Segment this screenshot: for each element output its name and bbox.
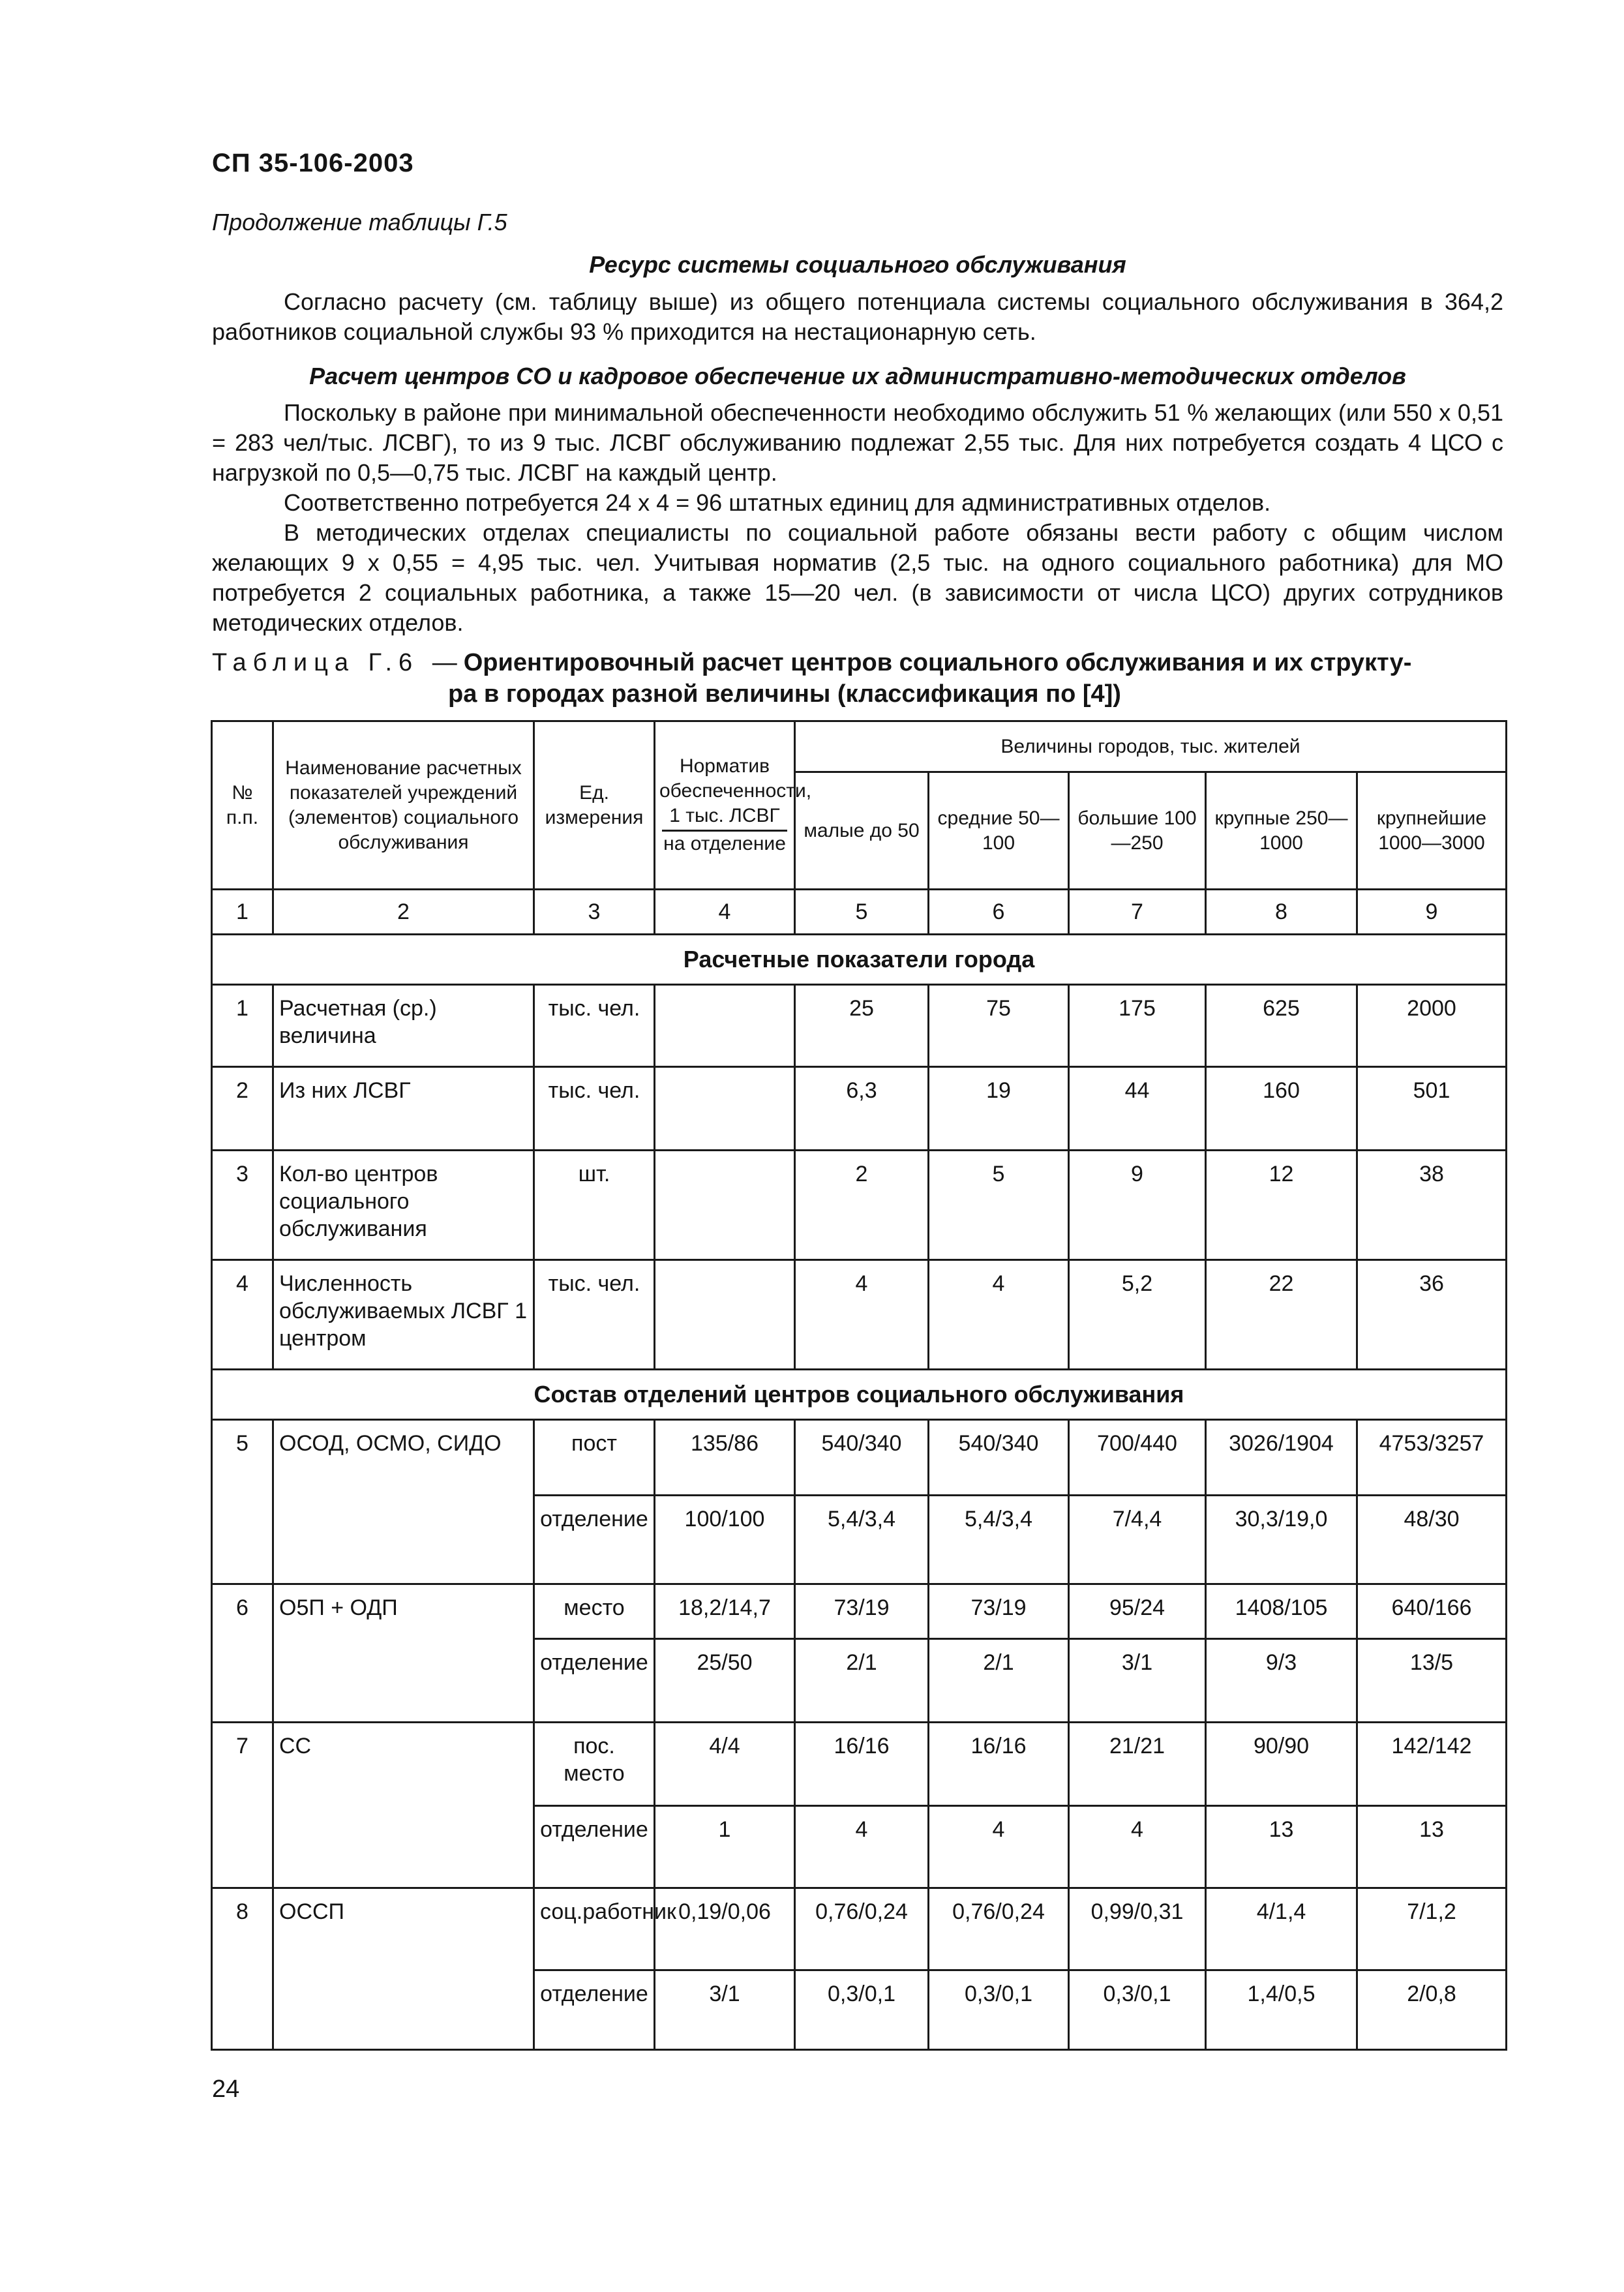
row-name: Численность обслуживаемых ЛСВГ 1 центром bbox=[273, 1260, 534, 1370]
row-value: 44 bbox=[1069, 1067, 1206, 1151]
table-row bbox=[212, 1151, 1507, 1260]
row-value: 22 bbox=[1206, 1260, 1357, 1370]
table-caption bbox=[212, 647, 1510, 710]
row-num: 3 bbox=[212, 1151, 273, 1260]
row-unit: отделение bbox=[534, 1639, 655, 1723]
column-number: 9 bbox=[1357, 890, 1507, 935]
row-value: 6,3 bbox=[795, 1067, 929, 1151]
row-name: ОСОД, ОСМО, СИДО bbox=[273, 1420, 534, 1584]
row-value: 73/19 bbox=[795, 1584, 929, 1639]
section-heading-resource: Ресурс системы социального обслуживания bbox=[589, 251, 1126, 278]
table-row bbox=[212, 1067, 1507, 1151]
row-norm: 4/4 bbox=[655, 1723, 795, 1806]
row-value: 13 bbox=[1206, 1806, 1357, 1888]
continuation-note: Продолжение таблицы Г.5 bbox=[212, 209, 507, 235]
row-value: 5,4/3,4 bbox=[929, 1496, 1069, 1584]
row-value: 13/5 bbox=[1357, 1639, 1507, 1723]
row-norm: 25/50 bbox=[655, 1639, 795, 1723]
page-number: 24 bbox=[212, 2075, 240, 2103]
row-value: 3/1 bbox=[1069, 1639, 1206, 1723]
row-name: Кол-во центров социального обслуживания bbox=[273, 1151, 534, 1260]
row-value: 19 bbox=[929, 1067, 1069, 1151]
section-row-composition bbox=[212, 1370, 1507, 1420]
row-norm: 1 bbox=[655, 1806, 795, 1888]
row-value: 2000 bbox=[1357, 985, 1507, 1067]
row-value: 0,76/0,24 bbox=[795, 1888, 929, 1970]
row-norm: 135/86 bbox=[655, 1420, 795, 1496]
header-norm-title: Норматив обеспеченности, bbox=[659, 755, 812, 802]
row-name: ОССП bbox=[273, 1888, 534, 2050]
header-norm-denominator: на отделение bbox=[662, 830, 787, 856]
row-value: 540/340 bbox=[795, 1420, 929, 1496]
row-value: 175 bbox=[1069, 985, 1206, 1067]
column-number: 8 bbox=[1206, 890, 1357, 935]
row-name: Из них ЛСВГ bbox=[273, 1067, 534, 1151]
row-value: 1408/105 bbox=[1206, 1584, 1357, 1639]
row-value: 5,4/3,4 bbox=[795, 1496, 929, 1584]
row-value: 0,3/0,1 bbox=[795, 1970, 929, 2050]
column-number: 3 bbox=[534, 890, 655, 935]
row-value: 0,99/0,31 bbox=[1069, 1888, 1206, 1970]
row-norm: 18,2/14,7 bbox=[655, 1584, 795, 1639]
row-value: 5,2 bbox=[1069, 1260, 1206, 1370]
table-row bbox=[212, 1723, 1507, 1806]
row-num: 7 bbox=[212, 1723, 273, 1888]
row-unit: тыс. чел. bbox=[534, 985, 655, 1067]
header-city-medium: средние 50—100 bbox=[929, 772, 1069, 890]
row-value: 25 bbox=[795, 985, 929, 1067]
column-number: 5 bbox=[795, 890, 929, 935]
row-value: 1,4/0,5 bbox=[1206, 1970, 1357, 2050]
column-number: 1 bbox=[212, 890, 273, 935]
table-row bbox=[212, 1888, 1507, 1970]
row-value: 0,76/0,24 bbox=[929, 1888, 1069, 1970]
row-value: 2/1 bbox=[795, 1639, 929, 1723]
table-caption-title-line-2: ра в городах разной величины (классификация по [4]) bbox=[448, 680, 1121, 708]
row-value: 4 bbox=[795, 1806, 929, 1888]
row-value: 0,3/0,1 bbox=[1069, 1970, 1206, 2050]
document-code: СП 35-106-2003 bbox=[212, 149, 414, 177]
row-value: 48/30 bbox=[1357, 1496, 1507, 1584]
row-value: 30,3/19,0 bbox=[1206, 1496, 1357, 1584]
row-num: 2 bbox=[212, 1067, 273, 1151]
row-value: 5 bbox=[929, 1151, 1069, 1260]
row-value: 0,3/0,1 bbox=[929, 1970, 1069, 2050]
row-value: 9/3 bbox=[1206, 1639, 1357, 1723]
column-numbers-row bbox=[212, 890, 1507, 935]
row-value: 38 bbox=[1357, 1151, 1507, 1260]
row-norm: 0,19/0,06 bbox=[655, 1888, 795, 1970]
row-value: 13 bbox=[1357, 1806, 1507, 1888]
paragraph-centers-3: В методических отделах специалисты по социальной работе обязаны вести работу с общим числом желающих 9 х 0,55 = 4,95 тыс. чел. Учитывая норматив (2,5 тыс. на одного социального работника) для МО потребуется 2 социальных работника, а также 15—20 чел. (в зависимости от числа ЦСО) других сотрудников методических отделов. bbox=[212, 519, 1503, 636]
row-unit: соц.работник bbox=[534, 1888, 655, 1970]
column-number: 7 bbox=[1069, 890, 1206, 935]
row-norm: 100/100 bbox=[655, 1496, 795, 1584]
row-unit: тыс. чел. bbox=[534, 1260, 655, 1370]
data-table bbox=[211, 720, 1507, 2051]
row-value: 4 bbox=[1069, 1806, 1206, 1888]
row-unit: отделение bbox=[534, 1806, 655, 1888]
row-num: 1 bbox=[212, 985, 273, 1067]
row-value: 90/90 bbox=[1206, 1723, 1357, 1806]
row-value: 2 bbox=[795, 1151, 929, 1260]
row-value: 16/16 bbox=[929, 1723, 1069, 1806]
row-value: 2/0,8 bbox=[1357, 1970, 1507, 2050]
row-unit: пост bbox=[534, 1420, 655, 1496]
row-value: 73/19 bbox=[929, 1584, 1069, 1639]
row-unit: шт. bbox=[534, 1151, 655, 1260]
row-num: 6 bbox=[212, 1584, 273, 1723]
row-value: 142/142 bbox=[1357, 1723, 1507, 1806]
row-norm bbox=[655, 1067, 795, 1151]
row-value: 4 bbox=[929, 1260, 1069, 1370]
row-value: 4/1,4 bbox=[1206, 1888, 1357, 1970]
paragraph-centers-1: Поскольку в районе при минимальной обеспеченности необходимо обслужить 51 % желающих (или 550 х 0,51 = 283 чел/тыс. ЛСВГ), то из 9 тыс. ЛСВГ обслуживанию подлежат 2,55 тыс. Для них потребуется создать 4 ЦСО с нагрузкой по 0,5—0,75 тыс. ЛСВГ на каждый центр. bbox=[212, 399, 1503, 486]
row-norm: 3/1 bbox=[655, 1970, 795, 2050]
table-row bbox=[212, 1260, 1507, 1370]
header-city-large: большие 100—250 bbox=[1069, 772, 1206, 890]
header-name: Наименование расчетных показателей учреждений (элементов) социального обслуживания bbox=[273, 721, 534, 890]
row-norm bbox=[655, 1260, 795, 1370]
header-city-largest: крупнейшие 1000—3000 bbox=[1357, 772, 1507, 890]
section-title-composition: Состав отделений центров социального обслуживания bbox=[212, 1370, 1507, 1420]
table-row bbox=[212, 1584, 1507, 1639]
section-title-city: Расчетные показатели города bbox=[212, 935, 1507, 985]
table-caption-title-line-1: Ориентировочный расчет центров социального обслуживания и их структу- bbox=[463, 649, 1412, 676]
paragraph-centers-2: Соответственно потребуется 24 х 4 = 96 штатных единиц для административных отделов. bbox=[284, 489, 1271, 516]
table-row bbox=[212, 985, 1507, 1067]
header-cities-group: Величины городов, тыс. жителей bbox=[795, 721, 1507, 772]
row-unit: пос. место bbox=[534, 1723, 655, 1806]
row-value: 640/166 bbox=[1357, 1584, 1507, 1639]
row-value: 95/24 bbox=[1069, 1584, 1206, 1639]
row-value: 501 bbox=[1357, 1067, 1507, 1151]
row-value: 16/16 bbox=[795, 1723, 929, 1806]
table-caption-label: Таблица Г.6 — bbox=[212, 649, 464, 676]
row-num: 5 bbox=[212, 1420, 273, 1584]
table-row bbox=[212, 1420, 1507, 1496]
header-city-small: малые до 50 bbox=[795, 772, 929, 890]
column-number: 2 bbox=[273, 890, 534, 935]
row-name: СС bbox=[273, 1723, 534, 1888]
row-value: 4 bbox=[929, 1806, 1069, 1888]
row-norm bbox=[655, 1151, 795, 1260]
row-value: 36 bbox=[1357, 1260, 1507, 1370]
header-city-big: крупные 250—1000 bbox=[1206, 772, 1357, 890]
column-number: 6 bbox=[929, 890, 1069, 935]
header-norm bbox=[655, 721, 812, 890]
row-value: 12 bbox=[1206, 1151, 1357, 1260]
row-value: 4 bbox=[795, 1260, 929, 1370]
row-unit: тыс. чел. bbox=[534, 1067, 655, 1151]
row-unit: отделение bbox=[534, 1496, 655, 1584]
row-value: 75 bbox=[929, 985, 1069, 1067]
section-heading-centers: Расчет центров СО и кадровое обеспечение их административно-методических отделов bbox=[309, 363, 1406, 389]
row-value: 7/4,4 bbox=[1069, 1496, 1206, 1584]
column-number: 4 bbox=[655, 890, 795, 935]
row-value: 9 bbox=[1069, 1151, 1206, 1260]
row-value: 700/440 bbox=[1069, 1420, 1206, 1496]
row-unit: место bbox=[534, 1584, 655, 1639]
row-value: 160 bbox=[1206, 1067, 1357, 1151]
row-value: 21/21 bbox=[1069, 1723, 1206, 1806]
row-norm bbox=[655, 985, 795, 1067]
row-num: 8 bbox=[212, 1888, 273, 2050]
row-value: 625 bbox=[1206, 985, 1357, 1067]
row-value: 2/1 bbox=[929, 1639, 1069, 1723]
row-num: 4 bbox=[212, 1260, 273, 1370]
paragraph-resource: Согласно расчету (см. таблицу выше) из общего потенциала системы социального обслуживания в 364,2 работников социальной службы 93 % приходится на нестационарную сеть. bbox=[212, 288, 1503, 345]
row-name: О5П + ОДП bbox=[273, 1584, 534, 1723]
header-num: № п.п. bbox=[212, 721, 273, 890]
row-unit: отделение bbox=[534, 1970, 655, 2050]
row-name: Расчетная (ср.) величина bbox=[273, 985, 534, 1067]
row-value: 4753/3257 bbox=[1357, 1420, 1507, 1496]
header-norm-numerator: 1 тыс. ЛСВГ bbox=[669, 805, 780, 826]
row-value: 7/1,2 bbox=[1357, 1888, 1507, 1970]
row-value: 3026/1904 bbox=[1206, 1420, 1357, 1496]
row-value: 540/340 bbox=[929, 1420, 1069, 1496]
section-row-city bbox=[212, 935, 1507, 985]
header-unit: Ед. измерения bbox=[534, 721, 655, 890]
